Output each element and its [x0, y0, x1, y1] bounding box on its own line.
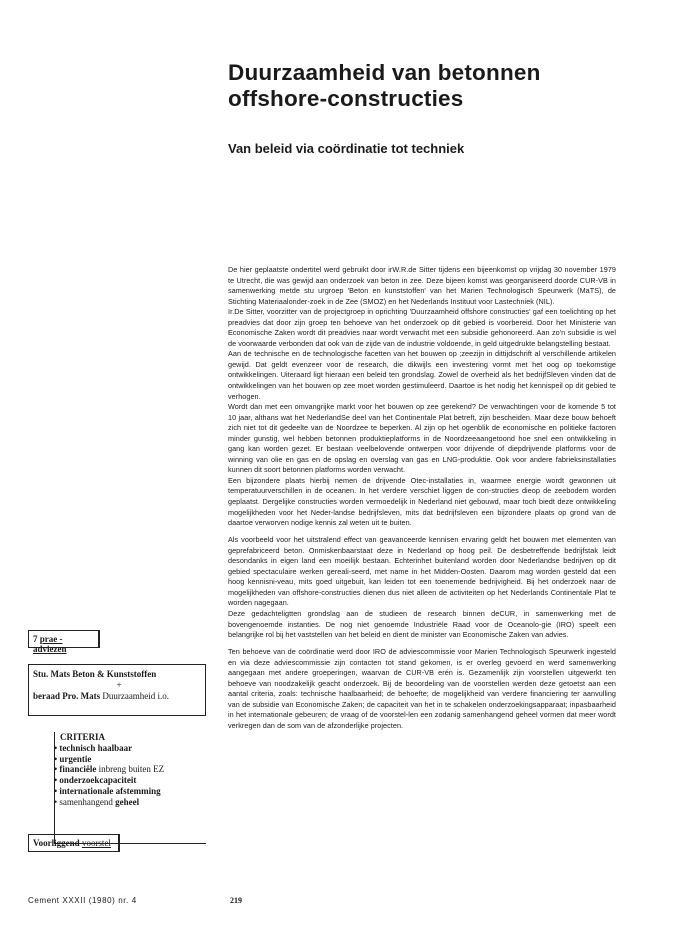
advice-number: 7 — [33, 634, 38, 644]
article-title — [228, 60, 648, 112]
paragraph: Ir.De Sitter, voorzitter van de projectgroep in oprichting 'Duurzaamheid offshore constructies' gaf een toelichting op het preadvies dat door zijn groep ten behoeve van het onderzoek op dit gebied is voorbereid. Door het Ministerie van Economische Zaken wordt dit preadvies naar wordt verwacht met een subsidie gehonoreerd. Aan zo'n subsidie is wel de voorwaarde verbonden dat ook van de zijde van de industrie voldoende, in geld uitgedrukte belangstelling bestaat. — [228, 307, 616, 348]
advice-label: prae - adviezen — [33, 634, 67, 654]
studie-plus: + — [116, 680, 122, 690]
criteria-item-text: • onderzoekcapaciteit — [54, 775, 137, 786]
criteria-item-extra: geheel — [115, 796, 140, 807]
prae-adviezen-box — [28, 630, 100, 654]
studie-line-2-normal: Duurzaamheid i.o. — [102, 691, 170, 701]
criteria-item-text: • technisch haalbaar — [54, 742, 133, 753]
criteria-item-extra: inbreng buiten EZ — [96, 764, 165, 775]
paragraph: Een bijzondere plaats hierbij nemen de drijvende Otec-installaties in, waarmee energie wordt gewonnen uit temperatuurverschillen in de oceanen. In het verdere verschiet liggen de con-structies dieop de zeebodem worden geplaatst. Dergelijke constructies worden vermoedelijk in Nederland niet gebouwd, maar toch biedt deze ontwikkeling mogelijkheden voor het Neder-landse bedrijfsleven, mits dat bedrijfsleven een bijzondere plaats op grond van de daartoe verworven nodige kennis zal weten uit te buiten. — [228, 475, 616, 528]
criteria-block — [54, 732, 204, 808]
voorstel-box — [28, 834, 120, 852]
process-diagram — [24, 624, 214, 854]
journal-footer: Cement XXXII (1980) nr. 4 — [28, 896, 137, 905]
paragraph: Wordt dan met een omvangrijke markt voor het bouwen op zee gerekend? De verwachtingen voor de komende 5 tot 10 jaar, althans wat het NederlandSe deel van het Continentale Plat betreft, zijn bescheiden. Maar deze bouw behoeft zich niet tot dit gedeelte van de Noordzee te beperken. Al zijn op het ogenblik de economische en politieke factoren minder gunstig, wel hebben betonnen produktieplatforms in de Noordzeeaangetoond hoe snel een ontwikkeling in gang kan worden gezet. Er bestaan veelbelovende ontwerpen voor drijvende of diepdrijvende platforms voor de winning van olie en gas en de opslag en overslag van gas en LNG-produktie. Ook voor andere fabrieksinstallaties kunnen dit soort betonnen platforms worden verwacht. — [228, 402, 616, 475]
paragraph: De hier geplaatste ondertitel werd gebruikt door irW.R.de Sitter tijdens een bijeenkomst op vrijdag 30 november 1979 te Utrecht, die was gewijd aan onderzoek van beton in zee. Deze bijeen komst was georganiseerd doorde CUR-VB in samenwerking metde stu urgroep 'Beton en kunststoffen' van het Marien Technologisch Speurwerk (MaTS), de Stichting Materiaalonder-zoek in de Zee (SMOZ) en het Nederlands Instituut voor Lastechniek (NIL). — [228, 265, 616, 306]
paragraph: Als voorbeeld voor het uitstralend effect van geavanceerde kennisen ervaring geldt het bouwen met elementen van geprefabriceerd beton. Onmiskenbaarstaat deze in Nederland op hoog peil. De desbetreffende bedrijfstak leidt desondanks in eigen land een moeilijk bestaan. Echterinhet buitenland worden door Nederlandse bedrijven op dit gebied spectaculaire werken gereali-seerd, met name in het Midden-Oosten. Daarom mag worden gesteld dat een hoog kennisni-veau, mits goed uitgebuit, kan leiden tot een toenemende bedrijvigheid. Bij het onderzoek naar de mogelijkheden van offshore-constructies dienen dus niet alleen de activiteiten op het Nederlands Continentale Plat te worden nagegaan. — [228, 535, 616, 608]
title-line-1: Duurzaamheid van betonnen — [228, 60, 541, 85]
paragraph: Ten behoeve van de coördinatie werd door IRO de adviescommissie voor Marien Technologisch Speurwerk ingesteld en via deze adviescommissie zijn contacten tot stand gekomen, is er overleg gevoerd en werd samenwerking aangegaan met andere groeperingen, waarvan de CUR-VB erén is. Gezamenlijk zijn voorstellen uitgewerkt ten behoeve van noodzakelijk geacht onderzoek. Bij de beoordeling van de voorstellen werden deze getoetst aan een aantal criteria, zoals: technische haalbaarheid; de behoefte; de mogelijkheid van verdere financiering ter aanvulling van de subsidie van Economische Zaken; de capaciteit van het in te schakelen onderzoekingsapparaat; inpasbaarheid in het internationale gebeuren; de vraag of de voorstel-len een zodanig samenhangend geheel vormen dat meer wordt verkregen dan de som van de afzonderlijke projecten. — [228, 647, 616, 730]
criteria-item-text: • financiële — [54, 764, 97, 775]
studie-line-1: Stu. Mats Beton & Kunststoffen — [33, 669, 157, 679]
studie-beraad-box — [28, 664, 206, 716]
voorstel-bold: Voorliggend — [33, 838, 80, 848]
criteria-heading: CRITERIA — [60, 732, 106, 742]
paragraph: Deze gedachteligtten grondslag aan de studieen de research binnen deCUR, in samenwerking met de bovengenoemde instanties. De nog niet genoemde Industriële Raad voor de Oceanolo-gie (IRO) speelt een belangrijke rol bij het vaststellen van het beleid en dient de minister van Economische Zaken van advies. — [228, 609, 616, 640]
title-line-2: offshore-constructies — [228, 86, 464, 111]
criteria-item-text: • urgentie — [54, 753, 92, 764]
criteria-item-text: • internationale afstemming — [54, 785, 161, 796]
studie-line-2-bold: beraad Pro. Mats — [33, 691, 101, 701]
criteria-bracket — [54, 732, 206, 844]
page-number: 219 — [230, 896, 242, 905]
article-body — [228, 265, 616, 732]
article-subtitle: Van beleid via coördinatie tot techniek — [228, 141, 465, 156]
paragraph: Aan de technische en de technologische facetten van het bouwen op ;zeezijn in dittijdschrift al verschillende artikelen gewijd. Dat geldt evenzeer voor de research, die dikwijls een investering vormt met het oog op toekomstige ontwikkelingen. Uiteraard ligt hieraan een beleid ten grondslag. Zowel de overheid als het bedrijfSleven vinden dat de ontwikkelingen van het bouwen op zee moet worden gestimuleerd. Daartoe is het nodig het kennispeil op dit gebied te verhogen. — [228, 349, 616, 401]
voorstel-label: voorstel — [81, 838, 111, 848]
criteria-item-text: • samenhangend — [54, 796, 116, 807]
